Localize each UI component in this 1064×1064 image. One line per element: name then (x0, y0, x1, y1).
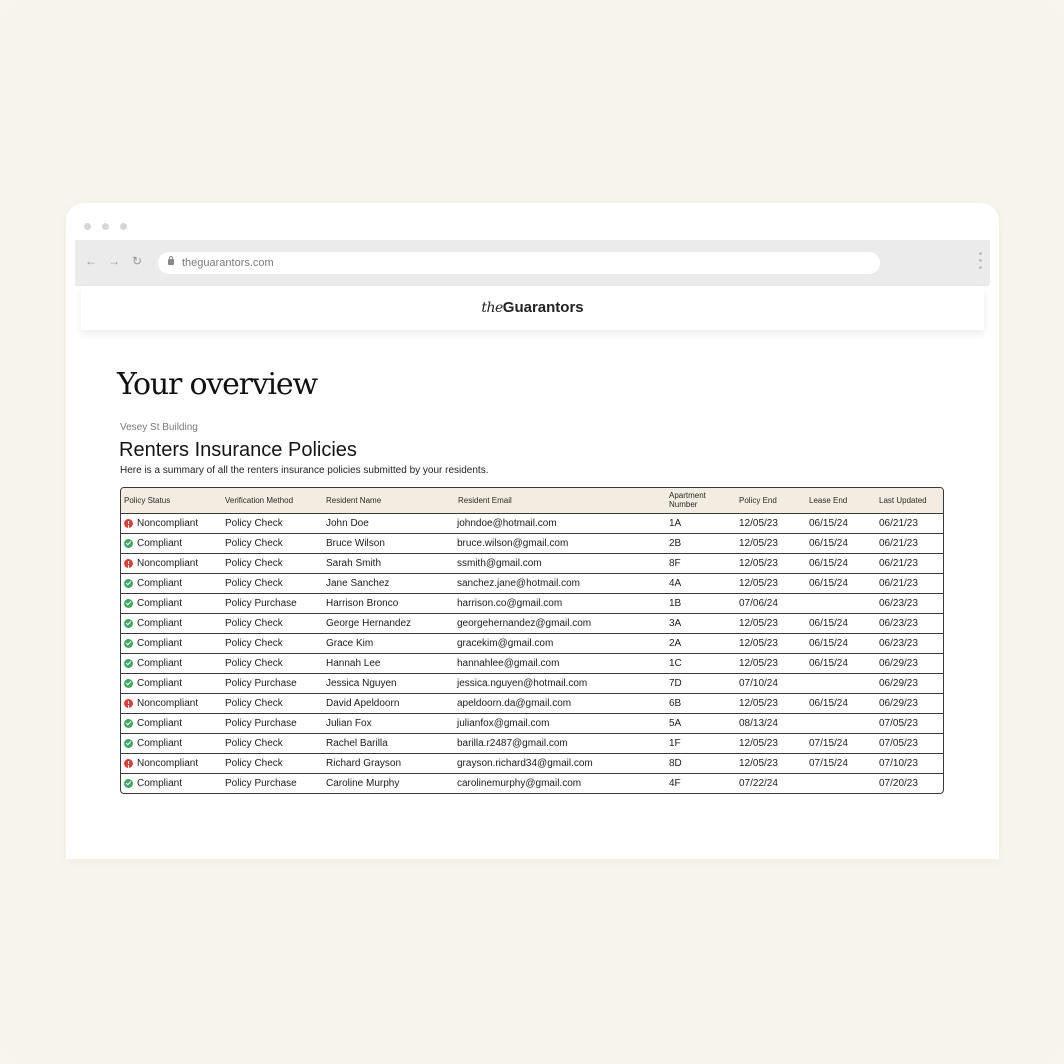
maximize-dot[interactable] (120, 223, 127, 230)
alert-circle-icon (124, 519, 133, 528)
check-circle-icon (124, 659, 133, 668)
apartment-cell: 3A (669, 617, 682, 629)
resident-name-cell: David Apeldoorn (326, 697, 400, 709)
policy-end-cell: 12/05/23 (739, 557, 778, 569)
close-dot[interactable] (84, 223, 91, 230)
lease-end-cell (806, 593, 876, 613)
policies-table (120, 487, 944, 794)
policy-status-cell (121, 773, 222, 793)
verification-method-cell: Policy Check (225, 657, 283, 669)
column-header[interactable]: Last Updated (879, 495, 927, 505)
status-label: Noncompliant (137, 517, 199, 529)
resident-email-cell[interactable]: grayson.richard34@gmail.com (457, 757, 593, 769)
status-label: Compliant (137, 737, 183, 749)
lease-end-cell: 06/15/24 (809, 657, 848, 669)
last-updated-cell: 06/29/23 (879, 677, 918, 689)
policy-status-cell (121, 553, 222, 573)
resident-name-cell: John Doe (326, 517, 369, 529)
resident-email-cell[interactable]: apeldoorn.da@gmail.com (457, 697, 572, 709)
check-circle-icon (124, 719, 133, 728)
policy-status-cell (121, 533, 222, 553)
table-row[interactable] (121, 653, 943, 673)
resident-email-cell[interactable]: harrison.co@gmail.com (457, 597, 563, 609)
policy-status-cell (121, 513, 222, 533)
status-label: Compliant (137, 617, 183, 629)
lease-end-cell (806, 773, 876, 793)
lease-end-cell: 06/15/24 (809, 517, 848, 529)
lease-end-cell: 07/15/24 (809, 757, 848, 769)
apartment-cell: 4A (669, 577, 682, 589)
resident-name-cell: Sarah Smith (326, 557, 382, 569)
resident-email-cell[interactable]: carolinemurphy@gmail.com (457, 777, 582, 789)
resident-name-cell: George Hernandez (326, 617, 412, 629)
lease-end-cell: 06/15/24 (809, 577, 848, 589)
url-text: theguarantors.com (182, 257, 274, 269)
resident-email-cell[interactable]: sanchez.jane@hotmail.com (457, 577, 580, 589)
resident-name-cell: Julian Fox (326, 717, 372, 729)
check-circle-icon (124, 779, 133, 788)
apartment-cell: 6B (669, 697, 682, 709)
resident-email-cell[interactable]: jessica.nguyen@hotmail.com (457, 677, 588, 689)
section-description: Here is a summary of all the renters insurance policies submitted by your residents. (120, 465, 489, 476)
table-row[interactable] (121, 713, 943, 733)
last-updated-cell: 07/05/23 (879, 737, 918, 749)
policy-end-cell: 12/05/23 (739, 757, 778, 769)
verification-method-cell: Policy Purchase (225, 777, 297, 789)
verification-method-cell: Policy Check (225, 757, 283, 769)
status-label: Compliant (137, 597, 183, 609)
apartment-cell: 1B (669, 597, 682, 609)
section-title: Renters Insurance Policies (119, 439, 357, 461)
column-header[interactable]: Policy Status (124, 495, 171, 505)
alert-circle-icon (124, 559, 133, 568)
resident-email-cell[interactable]: bruce.wilson@gmail.com (457, 537, 569, 549)
site-header (81, 286, 984, 330)
lock-icon (168, 259, 174, 265)
policy-end-cell: 07/22/24 (739, 777, 778, 789)
resident-email-cell[interactable]: johndoe@hotmail.com (457, 517, 557, 529)
column-header[interactable]: Policy End (739, 495, 777, 505)
policy-end-cell: 12/05/23 (739, 657, 778, 669)
verification-method-cell: Policy Purchase (225, 597, 297, 609)
lease-end-cell (806, 713, 876, 733)
lease-end-cell: 07/15/24 (809, 737, 848, 749)
policy-end-cell: 12/05/23 (739, 637, 778, 649)
address-bar[interactable] (158, 252, 880, 274)
back-arrow-icon[interactable]: ← (85, 254, 97, 268)
policy-end-cell: 12/05/23 (739, 737, 778, 749)
table-row[interactable] (121, 513, 943, 533)
building-label: Vesey St Building (120, 422, 198, 433)
policy-end-cell: 12/05/23 (739, 697, 778, 709)
policy-status-cell (121, 693, 222, 713)
resident-email-cell[interactable]: ssmith@gmail.com (457, 557, 542, 569)
policy-end-cell: 12/05/23 (739, 617, 778, 629)
status-label: Noncompliant (137, 757, 199, 769)
resident-email-cell[interactable]: gracekim@gmail.com (457, 637, 554, 649)
status-label: Noncompliant (137, 557, 199, 569)
apartment-cell: 8F (669, 557, 681, 569)
last-updated-cell: 06/21/23 (879, 537, 918, 549)
last-updated-cell: 06/29/23 (879, 697, 918, 709)
status-label: Compliant (137, 717, 183, 729)
verification-method-cell: Policy Check (225, 537, 283, 549)
check-circle-icon (124, 579, 133, 588)
verification-method-cell: Policy Purchase (225, 677, 297, 689)
browser-window (66, 203, 999, 859)
table-row[interactable] (121, 533, 943, 553)
last-updated-cell: 07/05/23 (879, 717, 918, 729)
resident-email-cell[interactable]: barilla.r2487@gmail.com (457, 737, 568, 749)
check-circle-icon (124, 639, 133, 648)
last-updated-cell: 06/21/23 (879, 517, 918, 529)
status-label: Compliant (137, 537, 183, 549)
last-updated-cell: 06/21/23 (879, 557, 918, 569)
lease-end-cell: 06/15/24 (809, 557, 848, 569)
policy-status-cell (121, 613, 222, 633)
apartment-cell: 7D (669, 677, 682, 689)
policy-status-cell (121, 593, 222, 613)
lease-end-cell: 06/15/24 (809, 637, 848, 649)
last-updated-cell: 06/21/23 (879, 577, 918, 589)
resident-name-cell: Harrison Bronco (326, 597, 399, 609)
verification-method-cell: Policy Check (225, 637, 283, 649)
alert-circle-icon (124, 699, 133, 708)
check-circle-icon (124, 679, 133, 688)
resident-name-cell: Caroline Murphy (326, 777, 400, 789)
last-updated-cell: 06/29/23 (879, 657, 918, 669)
last-updated-cell: 07/10/23 (879, 757, 918, 769)
apartment-cell: 1C (669, 657, 682, 669)
status-label: Compliant (137, 657, 183, 669)
check-circle-icon (124, 599, 133, 608)
table-row[interactable] (121, 553, 943, 573)
verification-method-cell: Policy Purchase (225, 717, 297, 729)
verification-method-cell: Policy Check (225, 737, 283, 749)
verification-method-cell: Policy Check (225, 697, 283, 709)
column-header[interactable]: Verification Method (225, 495, 294, 505)
check-circle-icon (124, 619, 133, 628)
lease-end-cell: 06/15/24 (809, 537, 848, 549)
table-row[interactable] (121, 613, 943, 633)
policy-status-cell (121, 653, 222, 673)
policy-end-cell: 07/06/24 (739, 597, 778, 609)
resident-name-cell: Richard Grayson (326, 757, 402, 769)
forward-arrow-icon[interactable]: → (108, 254, 120, 268)
verification-method-cell: Policy Check (225, 517, 283, 529)
resident-name-cell: Jessica Nguyen (326, 677, 397, 689)
table-row[interactable] (121, 633, 943, 653)
table-row[interactable] (121, 753, 943, 773)
table-row[interactable] (121, 593, 943, 613)
resident-name-cell: Rachel Barilla (326, 737, 388, 749)
policy-end-cell: 12/05/23 (739, 517, 778, 529)
policy-end-cell: 12/05/23 (739, 577, 778, 589)
resident-name-cell: Hannah Lee (326, 657, 381, 669)
apartment-cell: 1F (669, 737, 681, 749)
status-label: Noncompliant (137, 697, 199, 709)
policy-end-cell: 12/05/23 (739, 537, 778, 549)
verification-method-cell: Policy Check (225, 617, 283, 629)
apartment-cell: 1A (669, 517, 682, 529)
apartment-cell: 2A (669, 637, 682, 649)
page-title: Your overview (117, 367, 317, 402)
alert-circle-icon (124, 759, 133, 768)
table-row[interactable] (121, 693, 943, 713)
status-label: Compliant (137, 677, 183, 689)
policy-end-cell: 08/13/24 (739, 717, 778, 729)
last-updated-cell: 06/23/23 (879, 617, 918, 629)
table-header-row (121, 488, 943, 513)
last-updated-cell: 07/20/23 (879, 777, 918, 789)
last-updated-cell: 06/23/23 (879, 637, 918, 649)
policy-status-cell (121, 573, 222, 593)
browser-toolbar (75, 240, 990, 286)
status-label: Compliant (137, 577, 183, 589)
status-label: Compliant (137, 777, 183, 789)
verification-method-cell: Policy Check (225, 557, 283, 569)
policy-status-cell (121, 733, 222, 753)
resident-email-cell[interactable]: julianfox@gmail.com (457, 717, 550, 729)
policy-status-cell (121, 633, 222, 653)
column-header[interactable]: Apartment Number (669, 491, 706, 510)
last-updated-cell: 06/23/23 (879, 597, 918, 609)
nav-controls (84, 254, 144, 268)
apartment-cell: 5A (669, 717, 682, 729)
site-logo[interactable]: theGuarantors (481, 299, 584, 316)
policy-end-cell: 07/10/24 (739, 677, 778, 689)
column-header[interactable]: Resident Name (326, 495, 382, 505)
status-label: Compliant (137, 637, 183, 649)
resident-name-cell: Grace Kim (326, 637, 374, 649)
window-controls (84, 223, 127, 230)
lease-end-cell (806, 673, 876, 693)
table-row[interactable] (121, 673, 943, 693)
policy-status-cell (121, 753, 222, 773)
apartment-cell: 4F (669, 777, 681, 789)
policy-status-cell (121, 713, 222, 733)
column-header[interactable]: Lease End (809, 495, 848, 505)
table-row[interactable] (121, 733, 943, 753)
resident-name-cell: Bruce Wilson (326, 537, 385, 549)
policy-status-cell (121, 673, 222, 693)
check-circle-icon (124, 539, 133, 548)
resident-email-cell[interactable]: georgehernandez@gmail.com (457, 617, 592, 629)
apartment-cell: 8D (669, 757, 682, 769)
lease-end-cell: 06/15/24 (809, 617, 848, 629)
apartment-cell: 2B (669, 537, 682, 549)
verification-method-cell: Policy Check (225, 577, 283, 589)
reload-icon[interactable]: ↻ (131, 254, 143, 268)
resident-name-cell: Jane Sanchez (326, 577, 390, 589)
resident-email-cell[interactable]: hannahlee@gmail.com (457, 657, 560, 669)
table-row[interactable] (121, 573, 943, 593)
check-circle-icon (124, 739, 133, 748)
table-row[interactable] (121, 773, 943, 793)
minimize-dot[interactable] (102, 223, 109, 230)
browser-menu-icon[interactable] (979, 252, 982, 269)
column-header[interactable]: Resident Email (458, 495, 512, 505)
lease-end-cell: 06/15/24 (809, 697, 848, 709)
